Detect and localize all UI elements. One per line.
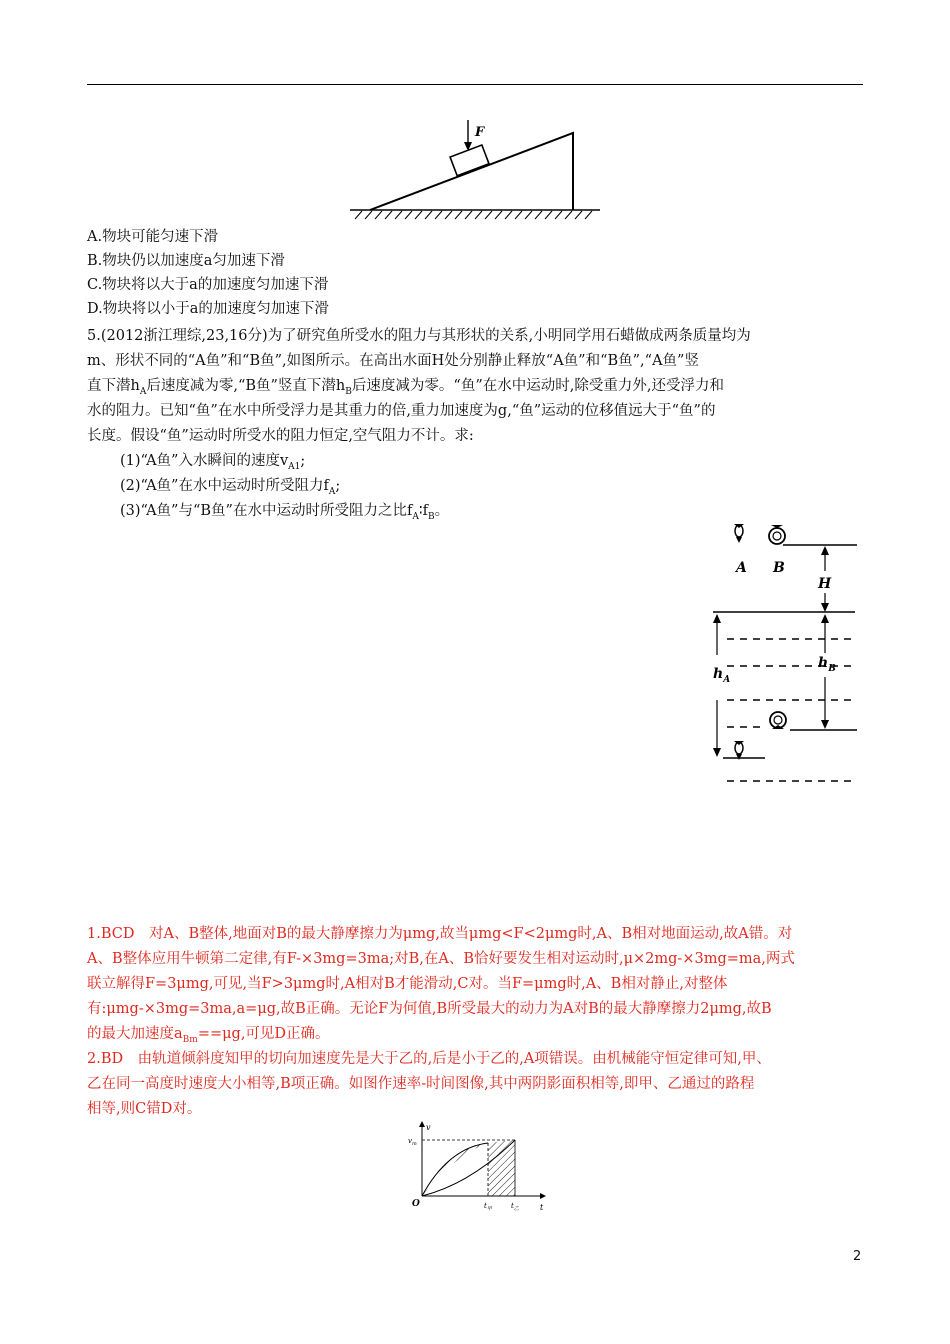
q5-sub-2: (2)“A鱼”在水中运动时所受阻力$f_A$; xyxy=(120,478,341,497)
q5-sub-3: (3)“A鱼”与“B鱼”在水中运动时所受阻力之比$f_A∶f_B$。 xyxy=(120,503,450,522)
v-axis-label: v xyxy=(426,1123,431,1132)
option-c: C.物块将以大于a的加速度匀加速下滑 xyxy=(87,277,329,293)
answer-2-line-3: 相等,则C错D对。 xyxy=(87,1101,202,1117)
t2-label: $t_乙$ xyxy=(511,1202,519,1212)
answer-1-line-1: 1.BCD 对A、B整体,地面对B的最大静摩擦力为μmg,故当μmg<F<2μmg时,A、B相对地面运动,故A错。对 xyxy=(87,926,793,942)
label-hB: $h_B$ xyxy=(818,655,836,674)
fish-a-bottom-icon xyxy=(734,741,744,760)
q5-line-3: 直下潜$h_A$后速度减为零,“B鱼”竖直下潜$h_B$后速度减为零。“鱼”在水中运动时,除受重力外,还受浮力和 xyxy=(87,378,724,397)
origin-label: O xyxy=(412,1199,420,1209)
q5-line-1: 5.(2012浙江理综,23,16分)为了研究鱼所受水的阻力与其形状的关系,小明同学用石蜡做成两条质量均为 xyxy=(87,328,751,344)
vt-graph xyxy=(400,1118,560,1218)
force-label: F xyxy=(475,125,485,140)
answer-1-line-3: 联立解得F=3μmg,可见,当F>3μmg时,A相对B才能滑动,C对。当F=μmg时,A、B相对静止,对整体 xyxy=(87,976,728,992)
incline-figure xyxy=(345,115,605,220)
label-b: B xyxy=(773,560,785,576)
label-H: H xyxy=(818,576,832,592)
page-number: 2 xyxy=(853,1249,862,1264)
option-a: A.物块可能匀速下滑 xyxy=(87,229,219,245)
answer-1-line-5: 的最大加速度$a_{Bm}==\mu g$,可见D正确。 xyxy=(87,1026,330,1045)
fish-figure xyxy=(705,515,865,795)
label-a: A xyxy=(736,560,747,576)
t-axis-label: t xyxy=(540,1203,544,1212)
answer-1-line-4: 有:μmg-×3mg=3ma,a=μg,故B正确。无论F为何值,B所受最大的动力为A对B的最大静摩擦力2μmg,故B xyxy=(87,1001,772,1017)
fish-b-top-icon xyxy=(769,525,785,544)
option-b: B.物块仍以加速度a匀加速下滑 xyxy=(87,253,285,269)
q5-line-5: 长度。假设“鱼”运动时所受水的阻力恒定,空气阻力不计。求: xyxy=(87,428,474,444)
q5-sub-1: (1)“A鱼”入水瞬间的速度$v_{A1}$; xyxy=(120,453,306,472)
answer-2-line-2: 乙在同一高度时速度大小相等,B项正确。如图作速率-时间图像,其中两阴影面积相等,即甲、乙通过的路程 xyxy=(87,1076,755,1092)
q5-line-4: 水的阻力。已知“鱼”在水中所受浮力是其重力的倍,重力加速度为g,“鱼”运动的位移值远大于“鱼”的 xyxy=(87,403,716,419)
vm-label: $v_m$ xyxy=(408,1137,417,1147)
option-d: D.物块将以小于a的加速度匀加速下滑 xyxy=(87,301,329,317)
fish-a-top-icon xyxy=(734,524,744,543)
fish-b-bottom-icon xyxy=(770,712,786,729)
answer-2-line-1: 2.BD 由轨道倾斜度知甲的切向加速度先是大于乙的,后是小于乙的,A项错误。由机械能守恒定律可知,甲、 xyxy=(87,1051,771,1067)
label-hA: $h_A$ xyxy=(713,666,731,685)
q5-line-2: m、形状不同的“A鱼”和“B鱼”,如图所示。在高出水面H处分别静止释放“A鱼”和“B鱼”,“A鱼”竖 xyxy=(87,353,699,369)
answer-1-line-2: A、B整体应用牛顿第二定律,有F-×3mg=3ma;对B,在A、B恰好要发生相对运动时,μ×2mg-×3mg=ma,两式 xyxy=(87,951,795,967)
t1-label: $t_甲$ xyxy=(484,1202,492,1212)
header-rule xyxy=(87,84,863,85)
